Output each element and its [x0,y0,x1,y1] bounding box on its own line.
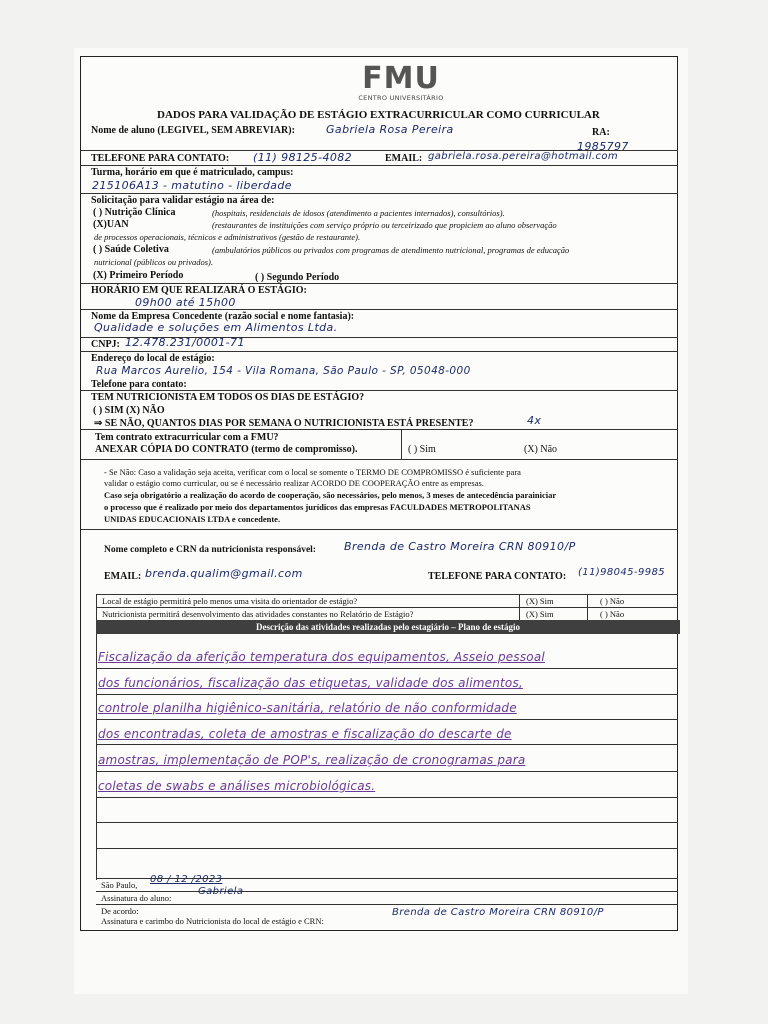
city-label: São Paulo, [101,880,138,890]
notice-line: o processo que é realizado por meio dos departamentos jurídicos das empresas FACULDADES METROPOLITANAS [104,502,531,512]
student-name-label: Nome de aluno (LEGIVEL, SEM ABREVIAR): [91,125,295,136]
ruled-line [96,822,678,823]
divider [80,283,678,284]
agree-label: De acordo: [101,906,139,916]
question-report-sim: (X) Sim [526,609,554,619]
fmu-logo [356,61,446,102]
activity-line: dos encontradas, coleta de amostras e fiscalização do descarte de [98,727,512,741]
responsible-email-label: EMAIL: [104,571,142,582]
option-desc: nutricional (públicos ou privados). [94,257,213,267]
responsible-phone-label: TELEFONE PARA CONTATO: [428,571,567,582]
activity-line: Fiscalização da aferição temperatura dos equipamentos, Asseio pessoal [98,650,545,664]
schedule-value: 09h00 até 15h00 [135,296,236,309]
option-uan: (X)UAN [93,219,129,230]
ra-value: 1985797 [577,140,629,153]
option-desc: (hospitais, residenciais de idosos (atendimento a pacientes internados), consultórios). [212,208,505,218]
divider [80,459,678,460]
phone-label: TELEFONE PARA CONTATO: [91,153,230,164]
question-report: Nutricionista permitirá desenvolvimento das atividades constantes no Relatório de Estágio? [102,609,414,619]
question-visit: Local de estágio permitirá pelo menos uma visita do orientador de estágio? [102,596,358,606]
divider [80,309,678,310]
phone-value: (11) 98125-4082 [253,151,353,164]
responsible-name-label: Nome completo e CRN da nutricionista responsável: [104,545,316,555]
option-saude-coletiva: ( ) Saúde Coletiva [93,244,169,255]
ra-label: RA: [592,127,610,138]
notice-line: UNIDAS EDUCACIONAIS LTDA e concedente. [104,514,281,524]
question-report-nao: ( ) Não [600,609,625,619]
nutritionist-days-question: TEM NUTRICIONISTA EM TODOS OS DIAS DE ESTÁGIO? [91,392,365,403]
question-visit-nao: ( ) Não [600,596,625,606]
logo-subtitle: CENTRO UNIVERSITÁRIO [358,94,444,102]
option-nutricao-clinica: ( ) Nutrição Clínica [93,207,176,218]
cell-divider [519,594,520,620]
activities-header: Descrição das atividades realizadas pelo estagiário – Plano de estágio [96,620,680,634]
class-label: Turma, horário em que é matriculado, campus: [91,167,294,178]
nutritionist-days-followup: ⇒ SE NÃO, QUANTOS DIAS POR SEMANA O NUTRICIONISTA ESTÁ PRESENTE? [94,418,474,429]
option-desc: (ambulatórios públicos ou privados com programas de atendimento nutricional, programas de educação [212,245,570,255]
cell-divider [401,429,402,459]
company-phone-label: Telefone para contato: [91,379,187,390]
responsible-phone-value: (11)98045-9985 [578,567,665,578]
divider [96,904,678,905]
company-name-label: Nome da Empresa Concedente (razão social e nome fantasia): [91,311,355,322]
divider [96,607,678,608]
notice-line: Caso seja obrigatório a realização do acordo de cooperação, são necessários, pelo menos, 3 meses de antecedência parainiciar [104,490,557,500]
contract-nao: (X) Não [524,444,558,455]
divider [80,351,678,352]
date-value: 08 / 12 /2023 [150,874,223,885]
area-label: Solicitação para validar estágio na área de: [91,195,275,206]
ruled-line [96,668,678,669]
activity-line: coletas de swabs e análises microbiológicas. [98,779,376,793]
period-first: (X) Primeiro Período [93,270,184,281]
divider [80,390,678,391]
ruled-line [96,719,678,720]
contract-sim: ( ) Sim [408,444,436,455]
ruled-line [96,797,678,798]
period-second: ( ) Segundo Período [255,272,340,283]
nutritionist-days-answer: ( ) SIM (X) NÃO [93,405,165,416]
question-visit-sim: (X) Sim [526,596,554,606]
cnpj-value: 12.478.231/0001-71 [125,336,245,349]
option-desc: de processos operacionais, técnicos e administrativos (gestão de restaurante). [94,232,361,242]
form-title: DADOS PARA VALIDAÇÃO DE ESTÁGIO EXTRACURRICULAR COMO CURRICULAR [157,109,600,121]
email-label: EMAIL: [385,153,423,164]
stamp-signature: Brenda de Castro Moreira CRN 80910/P [392,907,604,918]
ruled-line [96,848,678,849]
notice-line: validar o estágio como curricular, ou se é necessário realizar ACORDO DE COOPERAÇÃO entre as empresas. [104,478,484,488]
email-value: gabriela.rosa.pereira@hotmail.com [428,151,619,162]
option-desc: (restaurantes de instituições com serviço próprio ou terceirizado que propiciem ao aluno observação [212,220,557,230]
company-name-value: Qualidade e soluções em Alimentos Ltda. [94,321,338,334]
logo-text: FMU [362,61,440,96]
ruled-line [96,694,678,695]
ruled-line [96,771,678,772]
table-left-border [96,594,97,880]
responsible-email-value: brenda.qualim@gmail.com [145,567,303,580]
divider [80,193,678,194]
class-value: 215106A13 - matutino - liberdade [92,179,292,192]
notice-line: - Se Não: Caso a validação seja aceita, verificar com o local se somente o TERMO DE COMPROMISSO é suficiente para [104,467,521,477]
activity-line: controle planilha higiênico-sanitária, relatório de não conformidade [98,701,517,715]
cnpj-label: CNPJ: [91,339,120,350]
responsible-name-value: Brenda de Castro Moreira CRN 80910/P [344,540,576,553]
cell-divider [587,594,588,620]
schedule-label: HORÁRIO EM QUE REALIZARÁ O ESTÁGIO: [91,285,307,296]
student-signature-label: Assinatura do aluno: [101,893,172,903]
ruled-line [96,744,678,745]
address-value: Rua Marcos Aurelio, 154 - Vila Romana, São Paulo - SP, 05048-000 [96,365,471,377]
activity-line: dos funcionários, fiscalização das etiquetas, validade dos alimentos, [98,676,523,690]
divider [80,165,678,166]
days-per-week-value: 4x [527,414,542,427]
student-name-value: Gabriela Rosa Pereira [326,123,454,136]
address-label: Endereço do local de estágio: [91,353,215,364]
contract-label: Tem contrato extracurricular com a FMU? [95,432,279,443]
stamp-label: Assinatura e carimbo do Nutricionista do local de estágio e CRN: [101,916,324,926]
activity-line: amostras, implementação de POP's, realização de cronogramas para [98,753,526,767]
divider [80,529,678,530]
contract-attach-label: ANEXAR CÓPIA DO CONTRATO (termo de compromisso). [95,444,358,455]
divider [96,891,678,892]
divider [96,594,678,595]
student-signature: Gabriela [198,886,244,897]
divider [80,429,678,430]
